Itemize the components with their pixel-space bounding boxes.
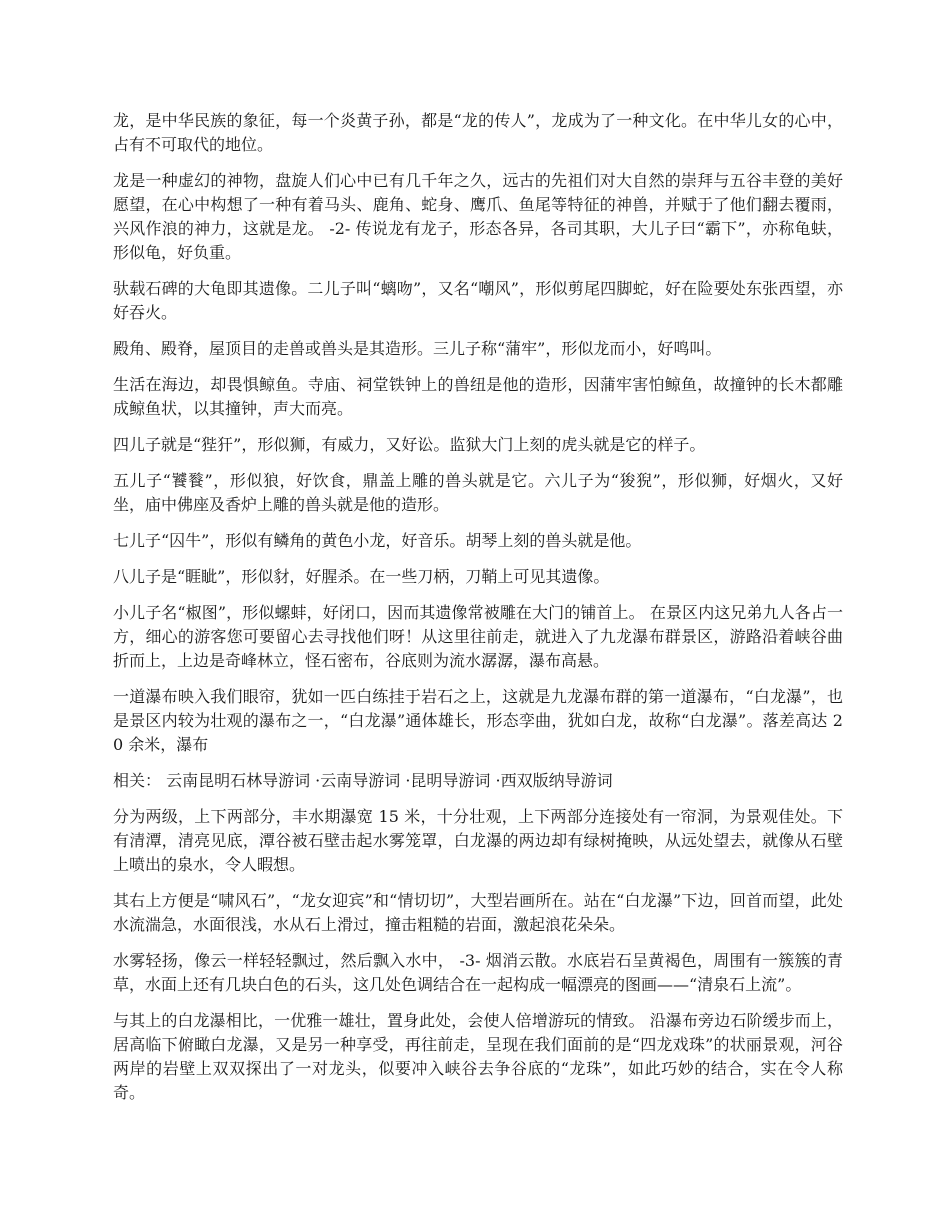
paragraph-four-dragons: 与其上的白龙瀑相比，一优雅一雄壮，置身此处，会使人倍增游玩的情致。 沿瀑布旁边石阶缓步而上，居高临下俯瞰白龙瀑，又是另一种享受，再往前走，呈现在我们面前的是“四龙戏珠”的状丽景观，河谷两岸的岩壁上双双探出了一对龙头，似要冲入峡谷去争谷底的“龙珠”，如此巧妙的结合，实在令人称奇。 [113, 1011, 843, 1102]
paragraph-second-son: 驮载石碑的大龟即其遗像。二儿子叫“螭吻”，又名“嘲风”，形似剪尾四脚蛇，好在险要处东张西望，亦好吞火。 [113, 279, 843, 322]
paragraph-bell: 生活在海边，却畏惧鲸鱼。寺庙、祠堂铁钟上的兽纽是他的造形，因蒲牢害怕鲸鱼，故撞钟的长木都雕成鲸鱼状，以其撞钟，声大而亮。 [113, 375, 843, 418]
related-links[interactable]: 相关： 云南昆明石林导游词 ·云南导游词 ·昆明导游词 ·西双版纳导游词 [113, 771, 613, 790]
paragraph-third-son: 殿角、殿脊，屋顶目的走兽或兽头是其造形。三儿子称“蒲牢”，形似龙而小，好鸣叫。 [113, 339, 722, 358]
paragraph-youngest-son: 小儿子名“椒图”，形似螺蚌，好闭口，因而其遗像常被雕在大门的铺首上。 在景区内这兄弟九人各占一方，细心的游客您可要留心去寻找他们呀！从这里往前走，就进入了九龙瀑布群景区，游路沿着峡谷曲折而上，上边是奇峰林立，怪石密布，谷底则为流水潺潺，瀑布高悬。 [113, 603, 843, 670]
paragraph-fourth-son: 四儿子就是“狴犴”，形似狮，有威力，又好讼。监狱大门上刻的虎头就是它的样子。 [113, 435, 706, 454]
paragraph-eighth-son: 八儿子是“睚眦”，形似豺，好腥杀。在一些刀柄，刀鞘上可见其遗像。 [113, 567, 610, 586]
paragraph-seventh-son: 七儿子“囚牛”，形似有鳞角的黄色小龙，好音乐。胡琴上刻的兽头就是他。 [113, 531, 642, 550]
paragraph-rock-paintings: 其右上方便是“啸风石”，“龙女迎宾”和“情切切”，大型岩画所在。站在“白龙瀑”下边，回首而望，此处水流湍急，水面很浅，水从石上滑过，撞击粗糙的岩面，激起浪花朵朵。 [113, 891, 843, 934]
paragraph-water-mist: 水雾轻扬，像云一样轻轻飘过，然后飘入水中， -3- 烟消云散。水底岩石呈黄褐色，周围有一簇簇的青草，水面上还有几块白色的石头，这几处色调结合在一起构成一幅漂亮的图画——“清泉石上流”。 [113, 951, 843, 994]
paragraph-dragon-origin: 龙是一种虚幻的神物，盘旋人们心中已有几千年之久，远古的先祖们对大自然的崇拜与五谷丰登的美好愿望，在心中构想了一种有着马头、鹿角、蛇身、鹰爪、鱼尾等特征的神兽，并赋于了他们翻去覆雨，兴风作浪的神力，这就是龙。 -2- 传说龙有龙子，形态各异，各司其职，大儿子曰“霸下”，亦称龟蚨，形似龟，好负重。 [113, 171, 843, 262]
paragraph-falls-levels: 分为两级，上下两部分，丰水期瀑宽 15 米，十分壮观，上下两部分连接处有一帘洞，为景观佳处。下有清潭，清亮见底，潭谷被石壁击起水雾笼罩，白龙瀑的两边却有绿树掩映，从远处望去，就像从石壁上喷出的泉水，令人暇想。 [113, 807, 843, 874]
paragraph-fifth-sixth-son: 五儿子“饕餮”，形似狼，好饮食，鼎盖上雕的兽头就是它。六儿子为“狻猊”，形似狮，好烟火，又好坐，庙中佛座及香炉上雕的兽头就是他的造形。 [113, 471, 843, 514]
paragraph-dragon-symbol: 龙，是中华民族的象征，每一个炎黄子孙，都是“龙的传人”，龙成为了一种文化。在中华儿女的心中，占有不可取代的地位。 [113, 111, 843, 154]
document-page [113, 109, 843, 1117]
paragraph-white-dragon-falls: 一道瀑布映入我们眼帘，犹如一匹白练挂于岩石之上，这就是九龙瀑布群的第一道瀑布，“白龙瀑”，也是景区内较为壮观的瀑布之一，“白龙瀑”通体雄长，形态孪曲，犹如白龙，故称“白龙瀑”。落差高达 20 余米，瀑布 [113, 687, 843, 754]
